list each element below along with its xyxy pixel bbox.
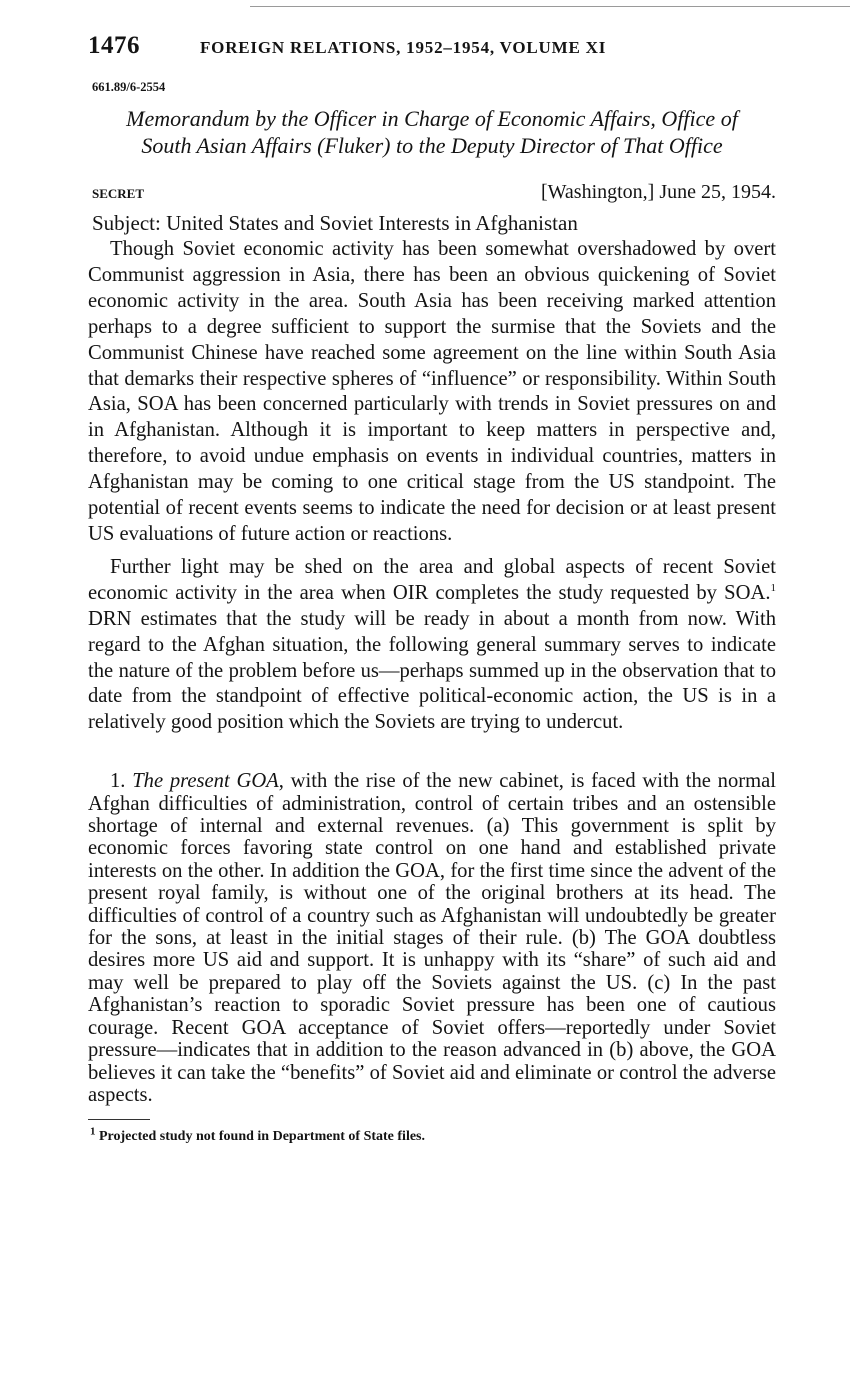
file-number: 661.89/6-2554 — [92, 80, 166, 94]
footnote-marker: 1 — [90, 1125, 96, 1138]
top-edge-rule — [250, 6, 850, 7]
running-head: FOREIGN RELATIONS, 1952–1954, VOLUME XI — [200, 38, 607, 57]
subject-line: Subject: United States and Soviet Interests in Afghanistan — [92, 211, 578, 235]
footnote — [90, 1125, 776, 1145]
document-title — [88, 105, 776, 159]
paragraph-2-text-a: Further light may be shed on the area and global aspects of recent Soviet economic activity in the area when OIR completes the study requested by SOA. — [88, 555, 776, 604]
page-number: 1476 — [88, 32, 140, 59]
document-page — [88, 32, 776, 1145]
dateline: [Washington,] June 25, 1954. — [540, 181, 776, 203]
document-meta — [88, 181, 776, 204]
page-header — [88, 32, 776, 72]
title-line: Memorandum by the Officer in Charge of Economic Affairs, Office of — [126, 106, 738, 131]
numbered-point-1 — [88, 770, 776, 1106]
footnote-reference[interactable]: 1 — [770, 581, 776, 594]
classification-label: SECRET — [92, 186, 145, 201]
point-heading: The present GOA — [132, 770, 279, 793]
paragraph-2-text-b: DRN estimates that the study will be ready in about a month from now. With regard to the Afghan situation, the following general summary serves to indicate the nature of the problem before us—perhaps summed up in the observation that to date from the standpoint of effective political-economic action, the US is in a relatively good position which the Soviets are trying to undercut. — [88, 607, 776, 734]
point-text: , with the rise of the new cabinet, is faced with the normal Afghan difficulties of administration, control of certain tribes and an ostensible shortage of internal and external revenues. (a) This government is split by economic forces favoring state control on one hand and established private interests on the other. In addition the GOA, for the first time since the advent of the present royal family, is without one of the original brothers at its head. The difficulties of control of a country such as Afghanistan will undoubtedly be greater for the sons, at least in the initial stages of their rule. (b) The GOA doubtless desires more US aid and support. It is unhappy with its “share” of such aid and may well be prepared to play off the Soviets against the US. (c) In the past Afghanistan’s reaction to sporadic Soviet pressure has been one of cautious courage. Recent GOA acceptance of Soviet offers—reportedly under Soviet pressure—indicates that in addition to the reason advanced in (b) above, the GOA believes it can take the “benefits” of Soviet aid and eliminate or control the adverse aspects. — [88, 770, 776, 1106]
paragraph-1: Though Soviet economic activity has been somewhat overshadowed by overt Communist aggression in Asia, there has been an obvious quickening of Soviet economic activity in the area. South Asia has been receiving marked attention perhaps to a degree sufficient to support the surmise that the Soviets and the Communist Chinese have reached some agreement on the line within South Asia that demarks their respective spheres of “influence” or responsibility. Within South Asia, SOA has been concerned particularly with trends in Soviet pressures on and in Afghanistan. Although it is important to keep matters in perspective and, therefore, to avoid undue emphasis on events in individual countries, matters in Afghanistan may be coming to one critical stage from the US standpoint. The potential of recent events seems to indicate the need for decision or at least present US evaluations of future action or reactions. — [88, 238, 776, 545]
footnote-text: Projected study not found in Department of State files. — [95, 1129, 425, 1145]
point-number: 1. — [110, 770, 126, 793]
footnote-divider — [88, 1119, 150, 1120]
title-line: South Asian Affairs (Fluker) to the Deputy Director of That Office — [141, 133, 723, 158]
paragraph-2 — [88, 555, 776, 736]
